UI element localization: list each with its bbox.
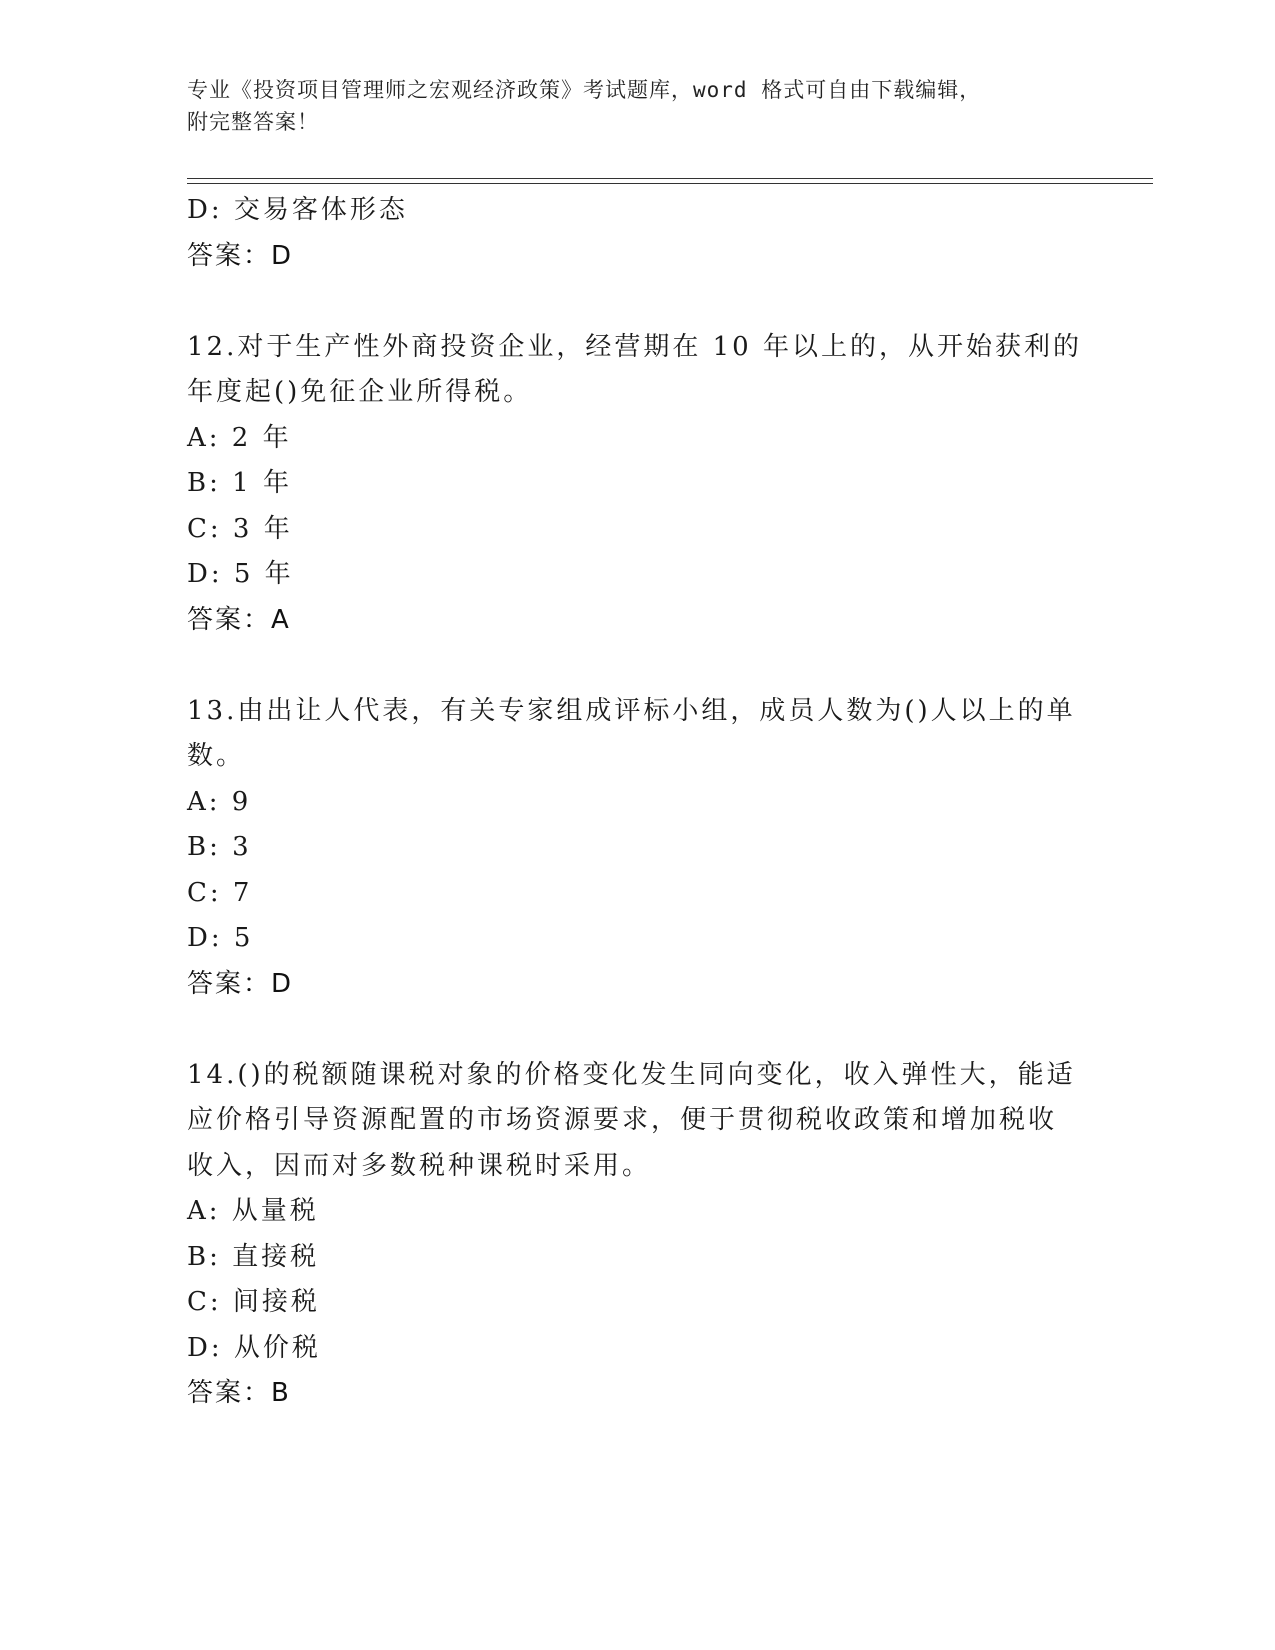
- header-divider-bottom: [187, 183, 1153, 184]
- header-divider-top: [187, 178, 1153, 179]
- answer-line: 答案：A: [187, 604, 291, 635]
- question-12: [187, 325, 1087, 644]
- option-c: C: 3 年: [187, 513, 293, 544]
- option-a: A: 9: [187, 786, 252, 817]
- question-13: [187, 689, 1087, 1008]
- header-line-1: 专业《投资项目管理师之宏观经济政策》考试题库，word 格式可自由下载编辑，: [187, 78, 982, 102]
- option-c: C: 7: [187, 877, 253, 908]
- option-b: B: 1 年: [187, 468, 292, 498]
- document-header: [187, 74, 1087, 138]
- option-b: B: 3: [187, 832, 252, 862]
- answer-line: 答案：B: [187, 1378, 291, 1408]
- option-d: D: 交易客体形态: [187, 195, 408, 225]
- question-stem-line: 12.对于生产性外商投资企业，经营期在 10 年以上的，从开始获利的: [187, 331, 1082, 362]
- spacer: [187, 279, 1087, 325]
- question-stem-line: 应价格引导资源配置的市场资源要求，便于贯彻税收政策和增加税收: [187, 1105, 1058, 1135]
- document-body: [187, 188, 1087, 1417]
- answer-line: 答案：D: [187, 240, 294, 271]
- spacer: [187, 1007, 1087, 1053]
- option-a: A: 2 年: [187, 422, 292, 453]
- question-stem-line: 14.()的税额随课税对象的价格变化发生同向变化，收入弹性大，能适: [187, 1059, 1076, 1090]
- header-line-2: 附完整答案！: [187, 110, 319, 134]
- option-d: D: 5: [187, 923, 254, 953]
- option-d: D: 5 年: [187, 559, 294, 589]
- option-b: B: 直接税: [187, 1241, 320, 1272]
- option-d: D: 从价税: [187, 1332, 321, 1363]
- question-stem-line: 13.由出让人代表，有关专家组成评标小组，成员人数为()人以上的单: [187, 695, 1076, 726]
- option-a: A: 从量税: [187, 1196, 319, 1226]
- question-stem-line: 收入，因而对多数税种课税时采用。: [187, 1150, 652, 1181]
- question-14: [187, 1053, 1087, 1417]
- question-stem-line: 数。: [187, 741, 246, 771]
- previous-question-tail: [187, 188, 1087, 279]
- spacer: [187, 643, 1087, 689]
- answer-line: 答案：D: [187, 968, 294, 999]
- question-stem-line: 年度起()免征企业所得税。: [187, 377, 533, 407]
- option-c: C: 间接税: [187, 1287, 320, 1317]
